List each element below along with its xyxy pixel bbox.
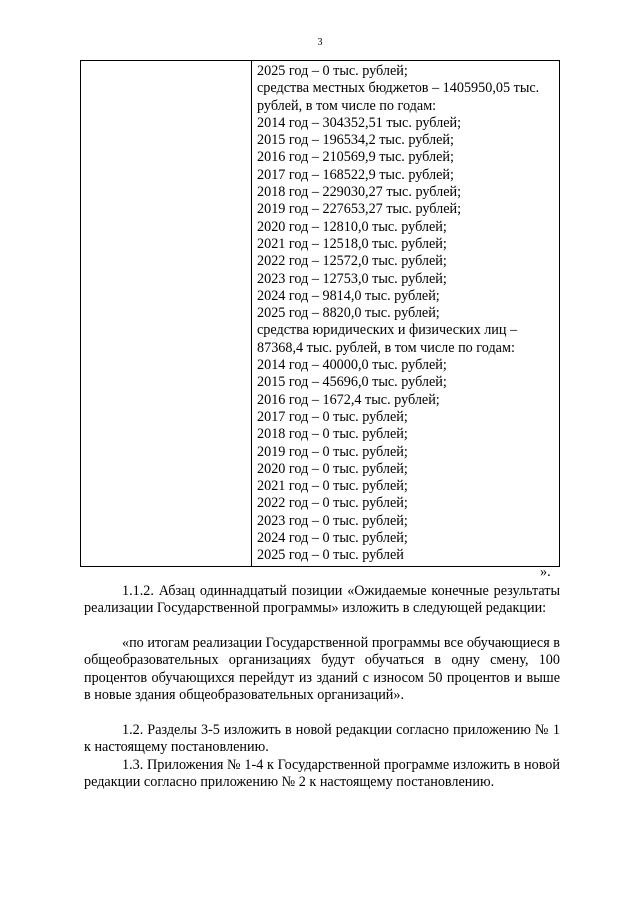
- table-column-divider: [251, 61, 252, 566]
- paragraph-1-1-2: [84, 583, 560, 618]
- table-line: 2018 год – 229030,27 тыс. рублей;: [257, 184, 462, 201]
- paragraph-text: 1.1.2. Абзац одиннадцатый позиции «Ожидаемые конечные результаты реализации Государственной программы» изложить в следующей редакции:: [84, 583, 560, 617]
- table-line: 2024 год – 0 тыс. рублей;: [257, 530, 408, 547]
- paragraph-quote: [84, 635, 560, 705]
- table-line: 2016 год – 1672,4 тыс. рублей;: [257, 391, 440, 408]
- table-line: рублей, в том числе по годам:: [257, 97, 437, 114]
- page-number: 3: [317, 37, 323, 48]
- table-line: 2025 год – 0 тыс. рублей;: [257, 63, 408, 79]
- table-line: 2016 год – 210569,9 тыс. рублей;: [257, 149, 454, 166]
- table-line: 2021 год – 12518,0 тыс. рублей;: [257, 235, 447, 252]
- paragraph-text: 1.3. Приложения № 1-4 к Государственной программе изложить в новой редакции согласно приложению № 2 к настоящему постановлению.: [84, 757, 560, 791]
- closing-quote: ».: [540, 564, 551, 580]
- table-line: 2014 год – 40000,0 тыс. рублей;: [257, 357, 447, 374]
- paragraph-text: 1.2. Разделы 3-5 изложить в новой редакции согласно приложению № 1 к настоящему постановлению.: [84, 722, 560, 756]
- table-line: 2018 год – 0 тыс. рублей;: [257, 426, 408, 443]
- table-line: 2015 год – 196534,2 тыс. рублей;: [257, 132, 454, 149]
- table-line: 2017 год – 168522,9 тыс. рублей;: [257, 166, 454, 183]
- table-line: средства местных бюджетов – 1405950,05 тыс.: [257, 80, 540, 97]
- table-line: 2021 год – 0 тыс. рублей;: [257, 478, 408, 495]
- table-line: 2024 год – 9814,0 тыс. рублей;: [257, 287, 440, 304]
- table-line: 2014 год – 304352,51 тыс. рублей;: [257, 114, 462, 131]
- table-line: 2022 год – 12572,0 тыс. рублей;: [257, 253, 447, 270]
- table-line: 2015 год – 45696,0 тыс. рублей;: [257, 374, 447, 391]
- table-line: 2020 год – 0 тыс. рублей;: [257, 460, 408, 477]
- table-line: 2023 год – 0 тыс. рублей;: [257, 512, 408, 529]
- table-line: 2020 год – 12810,0 тыс. рублей;: [257, 218, 447, 235]
- table-line: 2017 год – 0 тыс. рублей;: [257, 408, 408, 425]
- table-right-cell: [257, 63, 557, 565]
- table-line: 2023 год – 12753,0 тыс. рублей;: [257, 270, 447, 287]
- paragraph-1-3: [84, 757, 560, 792]
- table-line: 2025 год – 0 тыс. рублей: [257, 547, 404, 564]
- table-line: 2025 год – 8820,0 тыс. рублей;: [257, 305, 440, 322]
- paragraph-1-2: [84, 722, 560, 757]
- table-line: 2019 год – 0 тыс. рублей;: [257, 443, 408, 460]
- table-line: 2022 год – 0 тыс. рублей;: [257, 495, 408, 512]
- table-line: средства юридических и физических лиц –: [257, 322, 518, 339]
- financing-table: [80, 60, 560, 567]
- paragraph-text: «по итогам реализации Государственной программы все обучающиеся в общеобразовательных организациях будут обучаться в одну смену, 100 процентов обучающихся перейдут из зданий с износом 50 процентов и выше в новые здания общеобразовательных организаций».: [84, 635, 560, 704]
- table-line: 87368,4 тыс. рублей, в том числе по годам:: [257, 339, 515, 356]
- table-line: 2019 год – 227653,27 тыс. рублей;: [257, 201, 462, 218]
